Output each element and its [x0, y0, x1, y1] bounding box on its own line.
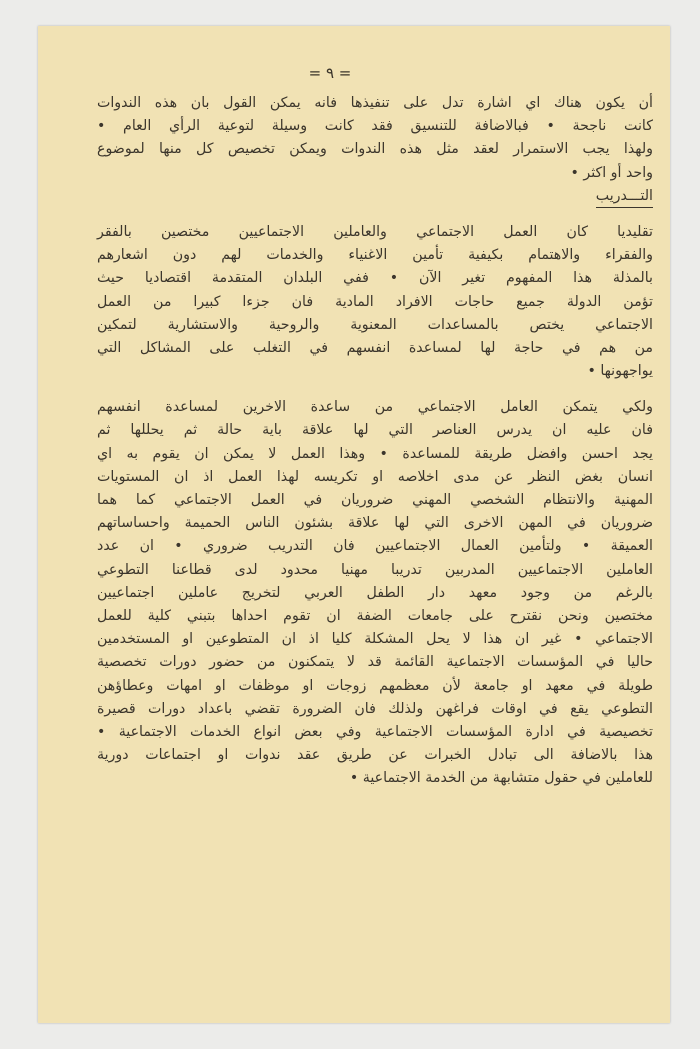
text-line: تؤمن الدولة جميع حاجات الافراد المادية فان جزءا كبيرا من العمل — [97, 293, 653, 310]
text-line: طويلة في معهد او جامعة لأن معظمهم زوجات او موظفات او امهات وعطاؤهن — [97, 677, 653, 694]
text-line: المهنية والانتظام الشخصي المهني ضروريان في العمل الاجتماعي كما هما — [97, 492, 653, 508]
text-line: ولكي يتمكن العامل الاجتماعي من ساعدة الاخرين لمساعدة انفسهم — [97, 399, 653, 416]
text-line: بالرغم من وجود معهد دار الطفل العربي لتخريج عاملين اجتماعيين — [97, 584, 653, 601]
text-line: هذا بالاضافة الى تبادل الخبرات عن طريق عقد ندوات او اجتماعات دورية — [97, 747, 653, 764]
document-body — [97, 92, 653, 790]
section-heading: التـــدريب — [596, 185, 653, 208]
page-number: = ٩ = — [308, 64, 352, 82]
paragraph-2 — [97, 221, 653, 383]
text-line: بالمذلة هذا المفهوم تغير الآن • ففي البلدان المتقدمة اقتصاديا حيث — [97, 270, 653, 287]
text-line: كانت ناجحة • فبالاضافة للتنسيق فقد كانت وسيلة لتوعية الرأي العام • — [97, 118, 653, 135]
text-line: انسان بغض النظر عن مدى اخلاصه او تكريسه لهذا العمل اذ ان المستويات — [97, 468, 653, 485]
text-line: يواجهونها • — [587, 363, 653, 380]
text-line: تقليديا كان العمل الاجتماعي والعاملين الاجتماعيين مختصين بالفقر — [97, 223, 653, 240]
text-line: الاجتماعي • غير ان هذا لا يحل المشكلة كليا اذ ان المتطوعين او المستخدمين — [97, 631, 653, 648]
paragraph-3 — [97, 396, 653, 790]
text-line: ضروريان في المهن الاخرى التي لها علاقة بشئون الناس الحميمة واحساساتهم — [97, 515, 653, 532]
text-line: واحد أو اكثر • — [570, 164, 653, 181]
text-line: فان عليه ان يدرس العناصر التي لها علاقة باية حالة ثم يحللها ثم — [97, 422, 653, 439]
text-line: مختصين ونحن نقترح على جامعات الضفة ان تقوم احداها بتبني كلية للعمل — [97, 607, 653, 624]
text-line: حاليا في المؤسسات الاجتماعية القائمة قد لا يتمكنون من حضور دورات تخصصية — [97, 654, 653, 671]
text-line: تخصيصية في ادارة المؤسسات الاجتماعية وفي بعض انواع الخدمات الاجتماعية • — [97, 723, 653, 740]
text-line: يجد احسن وافضل طريقة للمساعدة • وهذا العمل لا يمكن ان يقوم به اي — [97, 445, 653, 462]
text-line: أن يكون هناك اي اشارة تدل على تنفيذها فانه يمكن القول بان هذه الندوات — [97, 95, 653, 111]
text-line: ولهذا يجب الاستمرار لعقد مثل هذه الندوات ويمكن تخصيص كل منها لموضوع — [97, 141, 653, 158]
text-line: من هم في حاجة لها لمساعدة انفسهم في التغلب على المشاكل التي — [97, 339, 653, 356]
text-line: العاملين الاجتماعيين المدربين تدريبا مهنيا محدود لدى قطاعنا التطوعي — [97, 561, 653, 578]
text-line: العميقة • ولتأمين العمال الاجتماعيين فان التدريب ضروري • ان عدد — [97, 538, 653, 555]
text-line: للعاملين في حقول متشابهة من الخدمة الاجتماعية • — [349, 770, 653, 787]
text-line: الاجتماعي يختص بالمساعدات المعنوية والروحية والاستشارية لتمكين — [97, 316, 653, 333]
text-line: والفقراء والاهتمام بكيفية تأمين الاغنياء والخدمات لهم دون اشعارهم — [97, 247, 653, 264]
paragraph-1 — [97, 92, 653, 185]
text-line: التطوعي يقع في اوقات فراغهن ولذلك فان الضرورة تقضي باعداد دورات قصيرة — [97, 700, 653, 717]
section-heading-line — [97, 185, 653, 208]
